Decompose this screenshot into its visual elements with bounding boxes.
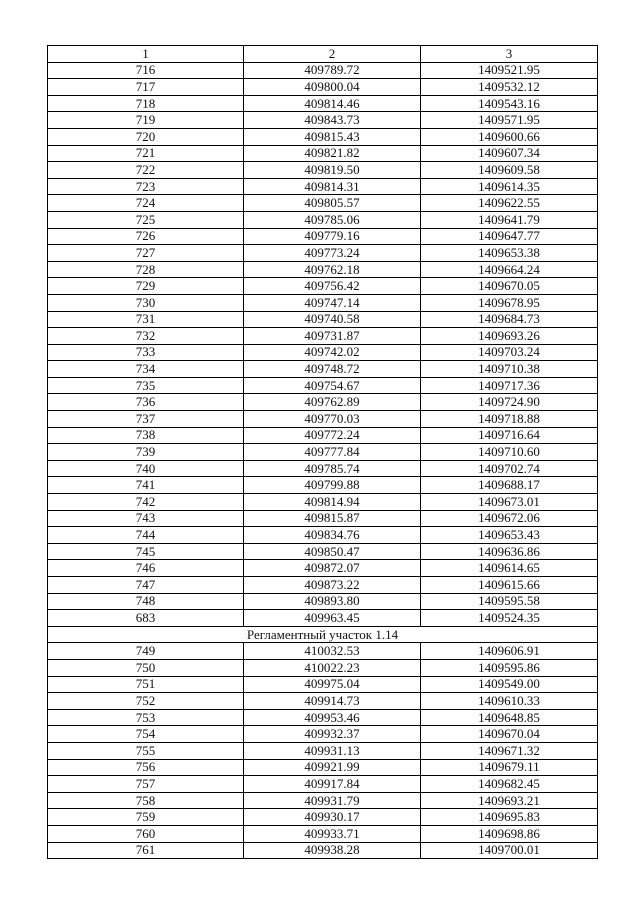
y-coordinate-cell: 1409653.43	[421, 527, 598, 544]
x-coordinate-cell: 409931.13	[244, 742, 421, 759]
point-number-cell: 754	[48, 726, 244, 743]
x-coordinate-cell: 409731.87	[244, 328, 421, 345]
point-number-cell: 683	[48, 610, 244, 627]
column-header-1: 1	[48, 46, 244, 63]
x-coordinate-cell: 409800.04	[244, 79, 421, 96]
table-row	[48, 95, 598, 112]
table-row	[48, 328, 598, 345]
y-coordinate-cell: 1409682.45	[421, 776, 598, 793]
point-number-cell: 731	[48, 311, 244, 328]
x-coordinate-cell: 409762.18	[244, 261, 421, 278]
x-coordinate-cell: 409975.04	[244, 676, 421, 693]
x-coordinate-cell: 409953.46	[244, 709, 421, 726]
table-row	[48, 278, 598, 295]
point-number-cell: 734	[48, 361, 244, 378]
table-row	[48, 776, 598, 793]
x-coordinate-cell: 409740.58	[244, 311, 421, 328]
coordinates-table-body	[48, 46, 598, 859]
point-number-cell: 732	[48, 328, 244, 345]
y-coordinate-cell: 1409549.00	[421, 676, 598, 693]
table-row	[48, 128, 598, 145]
point-number-cell: 761	[48, 842, 244, 859]
table-row	[48, 162, 598, 179]
x-coordinate-cell: 409872.07	[244, 560, 421, 577]
table-row	[48, 577, 598, 594]
y-coordinate-cell: 1409684.73	[421, 311, 598, 328]
point-number-cell: 745	[48, 543, 244, 560]
table-row	[48, 693, 598, 710]
table-row	[48, 377, 598, 394]
point-number-cell: 751	[48, 676, 244, 693]
x-coordinate-cell: 409814.94	[244, 494, 421, 511]
coordinates-table	[47, 45, 598, 859]
x-coordinate-cell: 409773.24	[244, 245, 421, 262]
point-number-cell: 727	[48, 245, 244, 262]
table-row	[48, 394, 598, 411]
x-coordinate-cell: 409815.43	[244, 128, 421, 145]
table-row	[48, 245, 598, 262]
x-coordinate-cell: 409754.67	[244, 377, 421, 394]
table-row	[48, 311, 598, 328]
x-coordinate-cell: 409893.80	[244, 593, 421, 610]
x-coordinate-cell: 409933.71	[244, 825, 421, 842]
table-row	[48, 593, 598, 610]
table-row	[48, 361, 598, 378]
y-coordinate-cell: 1409724.90	[421, 394, 598, 411]
y-coordinate-cell: 1409647.77	[421, 228, 598, 245]
header-row	[48, 46, 598, 63]
table-row	[48, 759, 598, 776]
point-number-cell: 730	[48, 294, 244, 311]
x-coordinate-cell: 409772.24	[244, 427, 421, 444]
table-row	[48, 294, 598, 311]
table-row	[48, 742, 598, 759]
y-coordinate-cell: 1409700.01	[421, 842, 598, 859]
table-row	[48, 709, 598, 726]
table-row	[48, 195, 598, 212]
x-coordinate-cell: 409789.72	[244, 62, 421, 79]
y-coordinate-cell: 1409710.38	[421, 361, 598, 378]
point-number-cell: 755	[48, 742, 244, 759]
column-header-2: 2	[244, 46, 421, 63]
table-row	[48, 178, 598, 195]
y-coordinate-cell: 1409716.64	[421, 427, 598, 444]
point-number-cell: 716	[48, 62, 244, 79]
point-number-cell: 723	[48, 178, 244, 195]
table-row	[48, 610, 598, 627]
y-coordinate-cell: 1409615.66	[421, 577, 598, 594]
x-coordinate-cell: 409742.02	[244, 344, 421, 361]
table-row	[48, 494, 598, 511]
table-row	[48, 792, 598, 809]
point-number-cell: 725	[48, 211, 244, 228]
y-coordinate-cell: 1409673.01	[421, 494, 598, 511]
y-coordinate-cell: 1409718.88	[421, 411, 598, 428]
x-coordinate-cell: 409821.82	[244, 145, 421, 162]
table-row	[48, 211, 598, 228]
point-number-cell: 738	[48, 427, 244, 444]
point-number-cell: 719	[48, 112, 244, 129]
point-number-cell: 752	[48, 693, 244, 710]
x-coordinate-cell: 409805.57	[244, 195, 421, 212]
x-coordinate-cell: 409815.87	[244, 510, 421, 527]
point-number-cell: 756	[48, 759, 244, 776]
point-number-cell: 735	[48, 377, 244, 394]
y-coordinate-cell: 1409693.26	[421, 328, 598, 345]
y-coordinate-cell: 1409671.32	[421, 742, 598, 759]
table-row	[48, 79, 598, 96]
point-number-cell: 744	[48, 527, 244, 544]
table-row	[48, 460, 598, 477]
point-number-cell: 747	[48, 577, 244, 594]
table-row	[48, 825, 598, 842]
y-coordinate-cell: 1409606.91	[421, 643, 598, 660]
x-coordinate-cell: 409873.22	[244, 577, 421, 594]
point-number-cell: 760	[48, 825, 244, 842]
table-row	[48, 344, 598, 361]
x-coordinate-cell: 409843.73	[244, 112, 421, 129]
x-coordinate-cell: 409785.06	[244, 211, 421, 228]
point-number-cell: 753	[48, 709, 244, 726]
x-coordinate-cell: 409850.47	[244, 543, 421, 560]
x-coordinate-cell: 409779.16	[244, 228, 421, 245]
point-number-cell: 746	[48, 560, 244, 577]
y-coordinate-cell: 1409703.24	[421, 344, 598, 361]
y-coordinate-cell: 1409670.04	[421, 726, 598, 743]
table-row	[48, 527, 598, 544]
x-coordinate-cell: 409799.88	[244, 477, 421, 494]
y-coordinate-cell: 1409672.06	[421, 510, 598, 527]
table-row	[48, 145, 598, 162]
y-coordinate-cell: 1409678.95	[421, 294, 598, 311]
point-number-cell: 729	[48, 278, 244, 295]
y-coordinate-cell: 1409600.66	[421, 128, 598, 145]
x-coordinate-cell: 409770.03	[244, 411, 421, 428]
point-number-cell: 721	[48, 145, 244, 162]
x-coordinate-cell: 409938.28	[244, 842, 421, 859]
x-coordinate-cell: 409917.84	[244, 776, 421, 793]
y-coordinate-cell: 1409610.33	[421, 693, 598, 710]
table-row	[48, 228, 598, 245]
y-coordinate-cell: 1409521.95	[421, 62, 598, 79]
y-coordinate-cell: 1409648.85	[421, 709, 598, 726]
x-coordinate-cell: 409931.79	[244, 792, 421, 809]
table-row	[48, 411, 598, 428]
point-number-cell: 724	[48, 195, 244, 212]
x-coordinate-cell: 409777.84	[244, 444, 421, 461]
point-number-cell: 726	[48, 228, 244, 245]
section-title: Регламентный участок 1.14	[48, 626, 598, 643]
x-coordinate-cell: 409930.17	[244, 809, 421, 826]
y-coordinate-cell: 1409614.65	[421, 560, 598, 577]
point-number-cell: 717	[48, 79, 244, 96]
point-number-cell: 722	[48, 162, 244, 179]
table-row	[48, 659, 598, 676]
table-row	[48, 726, 598, 743]
y-coordinate-cell: 1409679.11	[421, 759, 598, 776]
point-number-cell: 749	[48, 643, 244, 660]
table-row	[48, 543, 598, 560]
y-coordinate-cell: 1409717.36	[421, 377, 598, 394]
y-coordinate-cell: 1409595.58	[421, 593, 598, 610]
table-row	[48, 809, 598, 826]
table-row	[48, 676, 598, 693]
y-coordinate-cell: 1409641.79	[421, 211, 598, 228]
x-coordinate-cell: 409819.50	[244, 162, 421, 179]
y-coordinate-cell: 1409609.58	[421, 162, 598, 179]
x-coordinate-cell: 410032.53	[244, 643, 421, 660]
point-number-cell: 748	[48, 593, 244, 610]
point-number-cell: 720	[48, 128, 244, 145]
y-coordinate-cell: 1409710.60	[421, 444, 598, 461]
y-coordinate-cell: 1409670.05	[421, 278, 598, 295]
point-number-cell: 740	[48, 460, 244, 477]
y-coordinate-cell: 1409664.24	[421, 261, 598, 278]
x-coordinate-cell: 409748.72	[244, 361, 421, 378]
y-coordinate-cell: 1409653.38	[421, 245, 598, 262]
y-coordinate-cell: 1409622.55	[421, 195, 598, 212]
y-coordinate-cell: 1409524.35	[421, 610, 598, 627]
x-coordinate-cell: 409814.46	[244, 95, 421, 112]
x-coordinate-cell: 409756.42	[244, 278, 421, 295]
x-coordinate-cell: 409814.31	[244, 178, 421, 195]
y-coordinate-cell: 1409698.86	[421, 825, 598, 842]
table-row	[48, 643, 598, 660]
point-number-cell: 728	[48, 261, 244, 278]
table-row	[48, 444, 598, 461]
y-coordinate-cell: 1409595.86	[421, 659, 598, 676]
y-coordinate-cell: 1409614.35	[421, 178, 598, 195]
point-number-cell: 741	[48, 477, 244, 494]
point-number-cell: 759	[48, 809, 244, 826]
point-number-cell: 758	[48, 792, 244, 809]
point-number-cell: 718	[48, 95, 244, 112]
y-coordinate-cell: 1409571.95	[421, 112, 598, 129]
x-coordinate-cell: 409762.89	[244, 394, 421, 411]
point-number-cell: 739	[48, 444, 244, 461]
table-row	[48, 510, 598, 527]
table-row	[48, 842, 598, 859]
point-number-cell: 742	[48, 494, 244, 511]
y-coordinate-cell: 1409693.21	[421, 792, 598, 809]
x-coordinate-cell: 409785.74	[244, 460, 421, 477]
x-coordinate-cell: 409963.45	[244, 610, 421, 627]
x-coordinate-cell: 409834.76	[244, 527, 421, 544]
table-row	[48, 261, 598, 278]
x-coordinate-cell: 409747.14	[244, 294, 421, 311]
table-row	[48, 62, 598, 79]
y-coordinate-cell: 1409607.34	[421, 145, 598, 162]
point-number-cell: 750	[48, 659, 244, 676]
x-coordinate-cell: 410022.23	[244, 659, 421, 676]
column-header-3: 3	[421, 46, 598, 63]
x-coordinate-cell: 409932.37	[244, 726, 421, 743]
y-coordinate-cell: 1409543.16	[421, 95, 598, 112]
x-coordinate-cell: 409921.99	[244, 759, 421, 776]
point-number-cell: 736	[48, 394, 244, 411]
point-number-cell: 757	[48, 776, 244, 793]
table-row	[48, 477, 598, 494]
y-coordinate-cell: 1409688.17	[421, 477, 598, 494]
table-row	[48, 427, 598, 444]
x-coordinate-cell: 409914.73	[244, 693, 421, 710]
point-number-cell: 737	[48, 411, 244, 428]
table-row	[48, 560, 598, 577]
table-row	[48, 112, 598, 129]
point-number-cell: 733	[48, 344, 244, 361]
y-coordinate-cell: 1409702.74	[421, 460, 598, 477]
section-row	[48, 626, 598, 643]
y-coordinate-cell: 1409532.12	[421, 79, 598, 96]
y-coordinate-cell: 1409695.83	[421, 809, 598, 826]
y-coordinate-cell: 1409636.86	[421, 543, 598, 560]
point-number-cell: 743	[48, 510, 244, 527]
